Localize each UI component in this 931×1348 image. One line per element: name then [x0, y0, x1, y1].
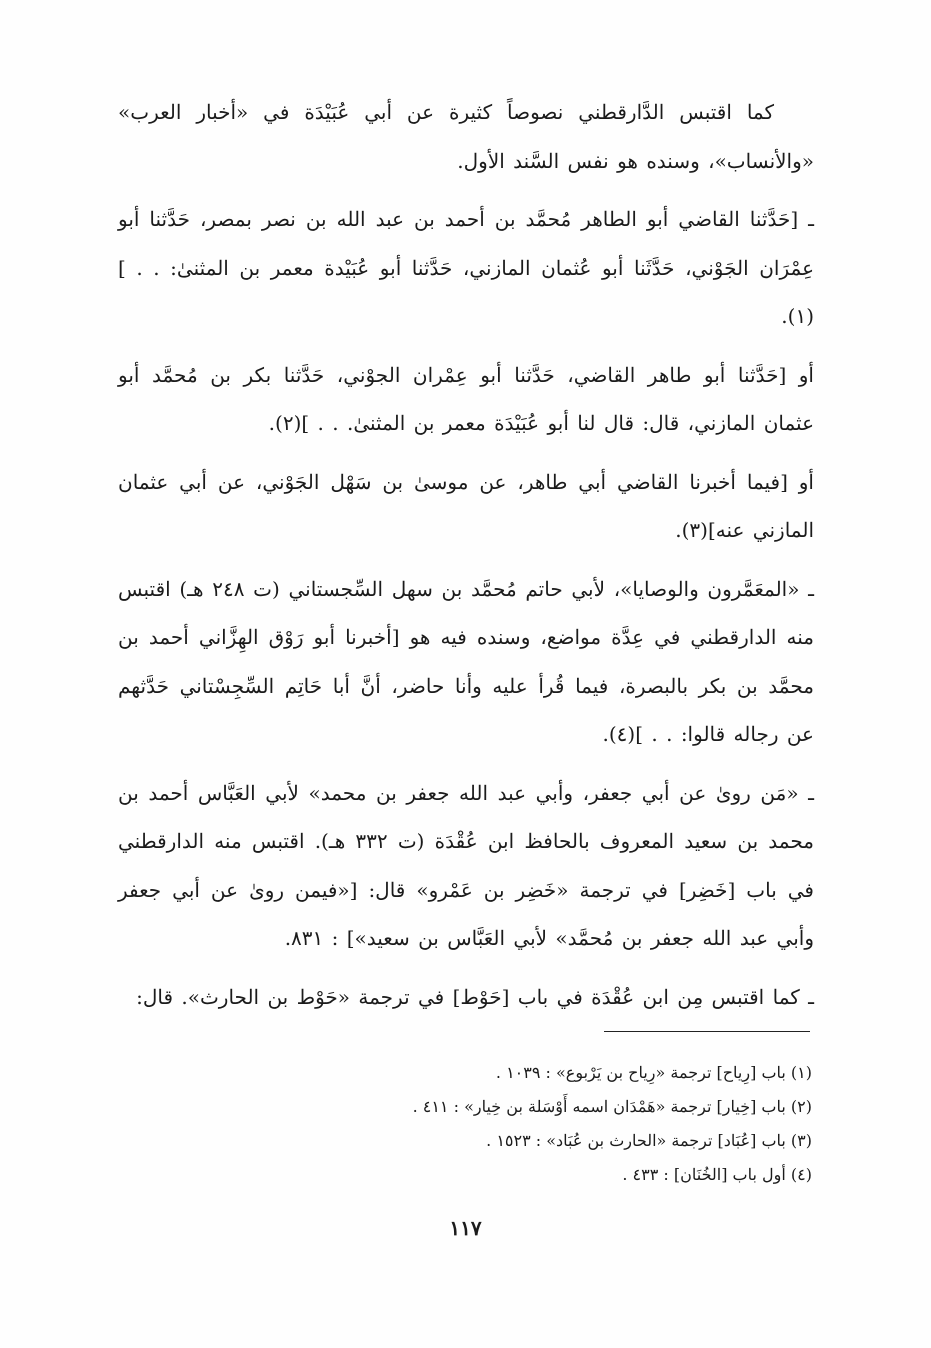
paragraph: كما اقتبس الدَّارقطني نصوصاً كثيرة عن أبي عُبَيْدَة في «أخبار العرب» «والأنساب»، وسنده هو نفس السَّند الأول.	[118, 100, 814, 173]
footnotes	[300, 1056, 812, 1192]
paragraph: ـ [حَدَّثنا القاضي أبو الطاهر مُحمَّد بن أحمد بن عبد الله بن نصر بمصر، حَدَّثنا أبو عِمْرَان الجَوْني، حَدَّثَنا أبو عُثمان المازني، حَدَّثنا أبو عُبَيْدة معمر بن المثنىٰ: . . ](١).	[118, 207, 814, 328]
footnote: (٤) أول باب [الخُنَان] : ٤٣٣ .	[622, 1165, 812, 1184]
paragraph: ـ كما اقتبس مِن ابن عُقْدَة في باب [حَوْط] في ترجمة «حَوْط بن الحارث». قال:	[136, 984, 814, 1009]
footnote: (١) باب [رِياح] ترجمة «رِياح بن يَرْبوع» : ١٠٣٩ .	[495, 1063, 812, 1082]
main-text	[118, 88, 814, 1031]
paragraph: أو [فيما أخبرنا القاضي أبي طاهر، عن موسىٰ بن سَهْل الجَوْني، عن أبي عثمان المازني عنه](٣).	[118, 469, 814, 542]
footnote: (٢) باب [خِيار] ترجمة «هَمْدَان اسمه أَوْسَلة بن خِيار» : ٤١١ .	[412, 1097, 812, 1116]
page-number: ١١٧	[449, 1216, 482, 1240]
paragraph: ـ «المعَمَّرون والوصايا»، لأبي حاتم مُحمَّد بن سهل السِّجستاني (ت ٢٤٨ هـ) اقتبس منه الدارقطني في عِدَّة مواضع، وسنده فيه هو [أخبرنا أبو رَوْق الهِزَّاني أحمد بن محمَّد بن بكر بالبصرة، فيما قُرأ عليه وأنا حاضر، أنَّ أبا حَاتِم السِّجِسْتاني حَدَّثهم عن رجاله قالوا: . . ](٤).	[118, 576, 815, 746]
paragraph: ـ «مَن روىٰ عن أبي جعفر، وأبي عبد الله جعفر بن محمد» لأبي العَبَّاس أحمد بن محمد بن سعيد المعروف بالحافظ ابن عُقْدَة (ت ٣٣٢ هـ). اقتبس منه الدارقطني في باب [خَضِر] في ترجمة «خَضِر بن عَمْرو» قال: [«فيمن روىٰ عن أبي جعفر وأبي عبد الله جعفر بن مُحمَّد» لأبي العَبَّاس بن سعيد»] : ٨٣١.	[118, 780, 814, 950]
paragraph: أو [حَدَّثنا أبو طاهر القاضي، حَدَّثنا أبو عِمْران الجوْني، حَدَّثنا بكر بن مُحمَّد أبو عثمان المازني، قال: قال لنا أبو عُبَيْدَة معمر بن المثنىٰ. . . ](٢).	[118, 362, 814, 435]
footnote: (٣) باب [عُبَاد] ترجمة «الحارث بن عُبَاد» : ١٥٢٣ .	[486, 1131, 812, 1150]
footnote-divider	[604, 1031, 810, 1032]
